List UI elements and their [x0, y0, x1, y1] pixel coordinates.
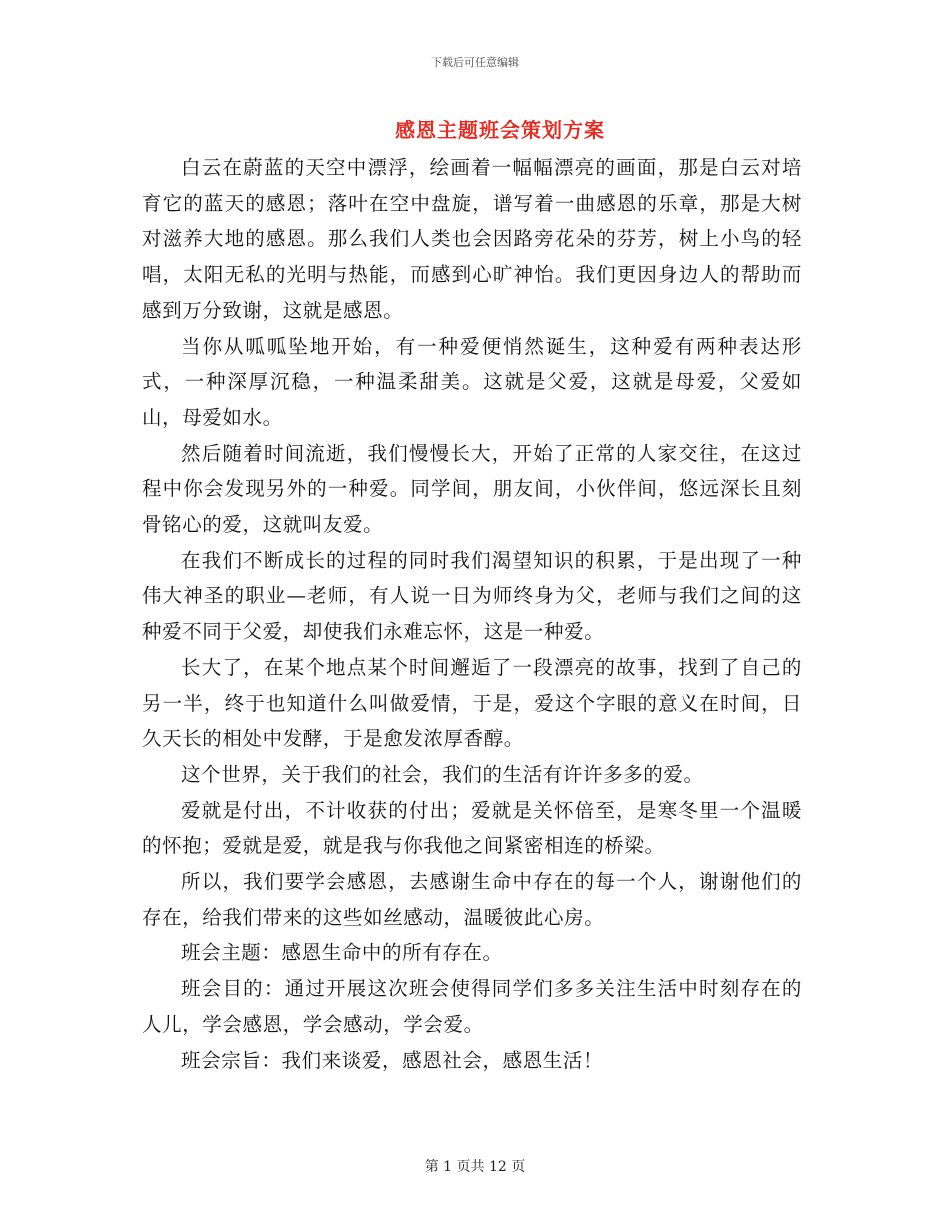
- paragraph-teacher: 在我们不断成长的过程的同时我们渴望知识的积累，于是出现了一种伟大神圣的职业—老师，有人说一日为师终身为父，老师与我们之间的这种爱不同于父爱，却使我们永难忘怀，这是一种爱。: [142, 548, 802, 644]
- paragraph-tenet: 班会宗旨：我们来谈爱，感恩社会，感恩生活！: [181, 1048, 604, 1072]
- paragraph-purpose: 班会目的：通过开展这次班会使得同学们多多关注生活中时刻存在的人儿，学会感恩，学会感动，学会爱。: [142, 977, 802, 1036]
- paragraph-friendship: 然后随着时间流逝，我们慢慢长大，开始了正常的人家交往，在这过程中你会发现另外的一种爱。同学间，朋友间，小伙伴间，悠远深长且刻骨铭心的爱，这就叫友爱。: [142, 441, 802, 537]
- paragraph-intro: 白云在蔚蓝的天空中漂浮，绘画着一幅幅漂亮的画面，那是白云对培育它的蓝天的感恩；落叶在空中盘旋，谱写着一曲感恩的乐章，那是大树对滋养大地的感恩。那么我们人类也会因路旁花朵的芬芳，树上小鸟的轻唱，太阳无私的光明与热能，而感到心旷神怡。我们更因身边人的帮助而感到万分致谢，这就是感恩。: [142, 156, 802, 322]
- paragraph-parental-love: 当你从呱呱坠地开始，有一种爱便悄然诞生，这种爱有两种表达形式，一种深厚沉稳，一种温柔甜美。这就是父爱，这就是母爱，父爱如山，母爱如水。: [142, 334, 802, 429]
- page-number: 第 1 页共 12 页: [424, 1159, 526, 1175]
- paragraph-gratitude: 所以，我们要学会感恩，去感谢生命中存在的每一个人，谢谢他们的存在，给我们带来的这些如丝感动，温暖彼此心房。: [142, 870, 802, 929]
- document-body: [142, 150, 802, 1078]
- header-note: 下载后可任意编辑: [431, 56, 519, 69]
- paragraph-romance: 长大了，在某个地点某个时间邂逅了一段漂亮的故事，找到了自己的另一半，终于也知道什么叫做爱情，于是，爱这个字眼的意义在时间，日久天长的相处中发酵，于是愈发浓厚香醇。: [142, 655, 802, 751]
- document-title: 感恩主题班会策划方案: [395, 118, 605, 142]
- paragraph-world: 这个世界，关于我们的社会，我们的生活有许许多多的爱。: [181, 762, 704, 786]
- paragraph-theme: 班会主题：感恩生命中的所有存在。: [181, 941, 503, 965]
- paragraph-love-is: 爱就是付出，不计收获的付出；爱就是关怀倍至，是寒冬里一个温暖的怀抱；爱就是爱，就是我与你我他之间紧密相连的桥梁。: [142, 798, 802, 858]
